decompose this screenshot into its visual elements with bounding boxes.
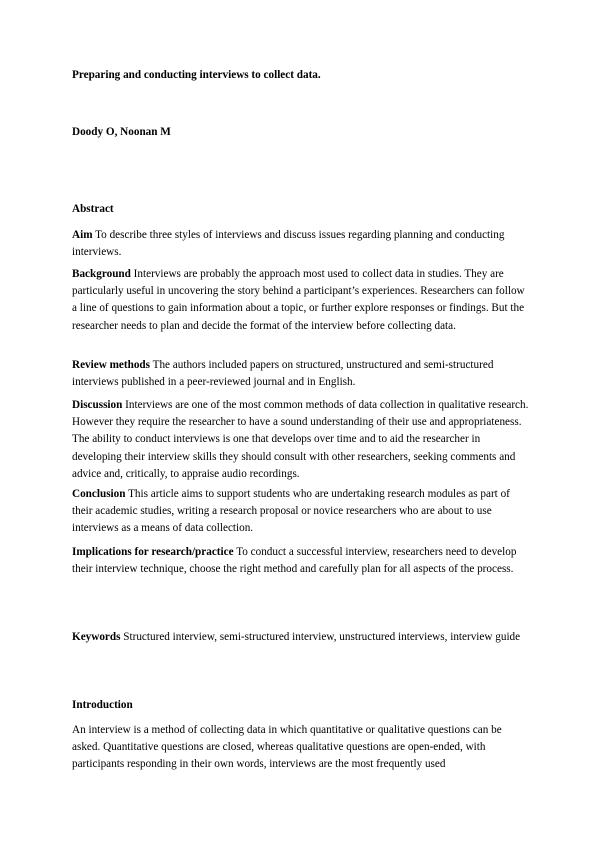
implications-text: To conduct a successful interview, researchers need to develop their interview technique, choose the right method and carefully plan for all aspects of the process. — [72, 546, 517, 576]
discussion-text: Interviews are one of the most common methods of data collection in qualitative research. However they require the researcher to have a sound understanding of their use and appropriateness. The ability to conduct interviews is one that develops over time and to aid the researcher in developing their interview skills they should consult with other researchers, seeking comments and advice and, critically, to appraise audio recordings. — [72, 399, 529, 480]
conclusion-text: This article aims to support students who are undertaking research modules as part of their academic studies, writing a research proposal or novice researchers who are about to use interviews as a means of data collection. — [72, 488, 510, 535]
abstract-conclusion — [72, 486, 532, 538]
abstract-heading: Abstract — [72, 203, 114, 215]
background-label: Background — [72, 268, 131, 280]
abstract-implications — [72, 544, 532, 578]
discussion-label: Discussion — [72, 399, 123, 411]
paper-authors: Doody O, Noonan M — [72, 126, 171, 138]
conclusion-label: Conclusion — [72, 488, 126, 500]
introduction-heading: Introduction — [72, 699, 133, 711]
abstract-aim — [72, 227, 532, 261]
review-methods-label: Review methods — [72, 359, 150, 371]
aim-text: To describe three styles of interviews and discuss issues regarding planning and conducting interviews. — [72, 229, 505, 259]
keywords — [72, 629, 532, 646]
abstract-discussion — [72, 397, 532, 483]
background-text: Interviews are probably the approach most used to collect data in studies. They are particularly useful in uncovering the story behind a participant’s experiences. Researchers can follow a line of questions to gain information about a topic, or further explore responses or findings. But the researcher needs to plan and decide the format of the interview before collecting data. — [72, 268, 525, 332]
implications-label: Implications for research/practice — [72, 546, 234, 558]
introduction-text: An interview is a method of collecting data in which quantitative or qualitative questions can be asked. Quantitative questions are closed, whereas qualitative questions are open-ended, with participants responding in their own words, interviews are the most frequently used — [72, 724, 502, 771]
abstract-review-methods — [72, 357, 532, 391]
keywords-label: Keywords — [72, 631, 121, 643]
aim-label: Aim — [72, 229, 93, 241]
keywords-text: Structured interview, semi-structured interview, unstructured interviews, interview guide — [123, 631, 521, 643]
review-methods-text: The authors included papers on structured, unstructured and semi-structured interviews published in a peer-reviewed journal and in English. — [72, 359, 494, 389]
paper-title: Preparing and conducting interviews to collect data. — [72, 69, 321, 81]
abstract-background — [72, 266, 532, 335]
